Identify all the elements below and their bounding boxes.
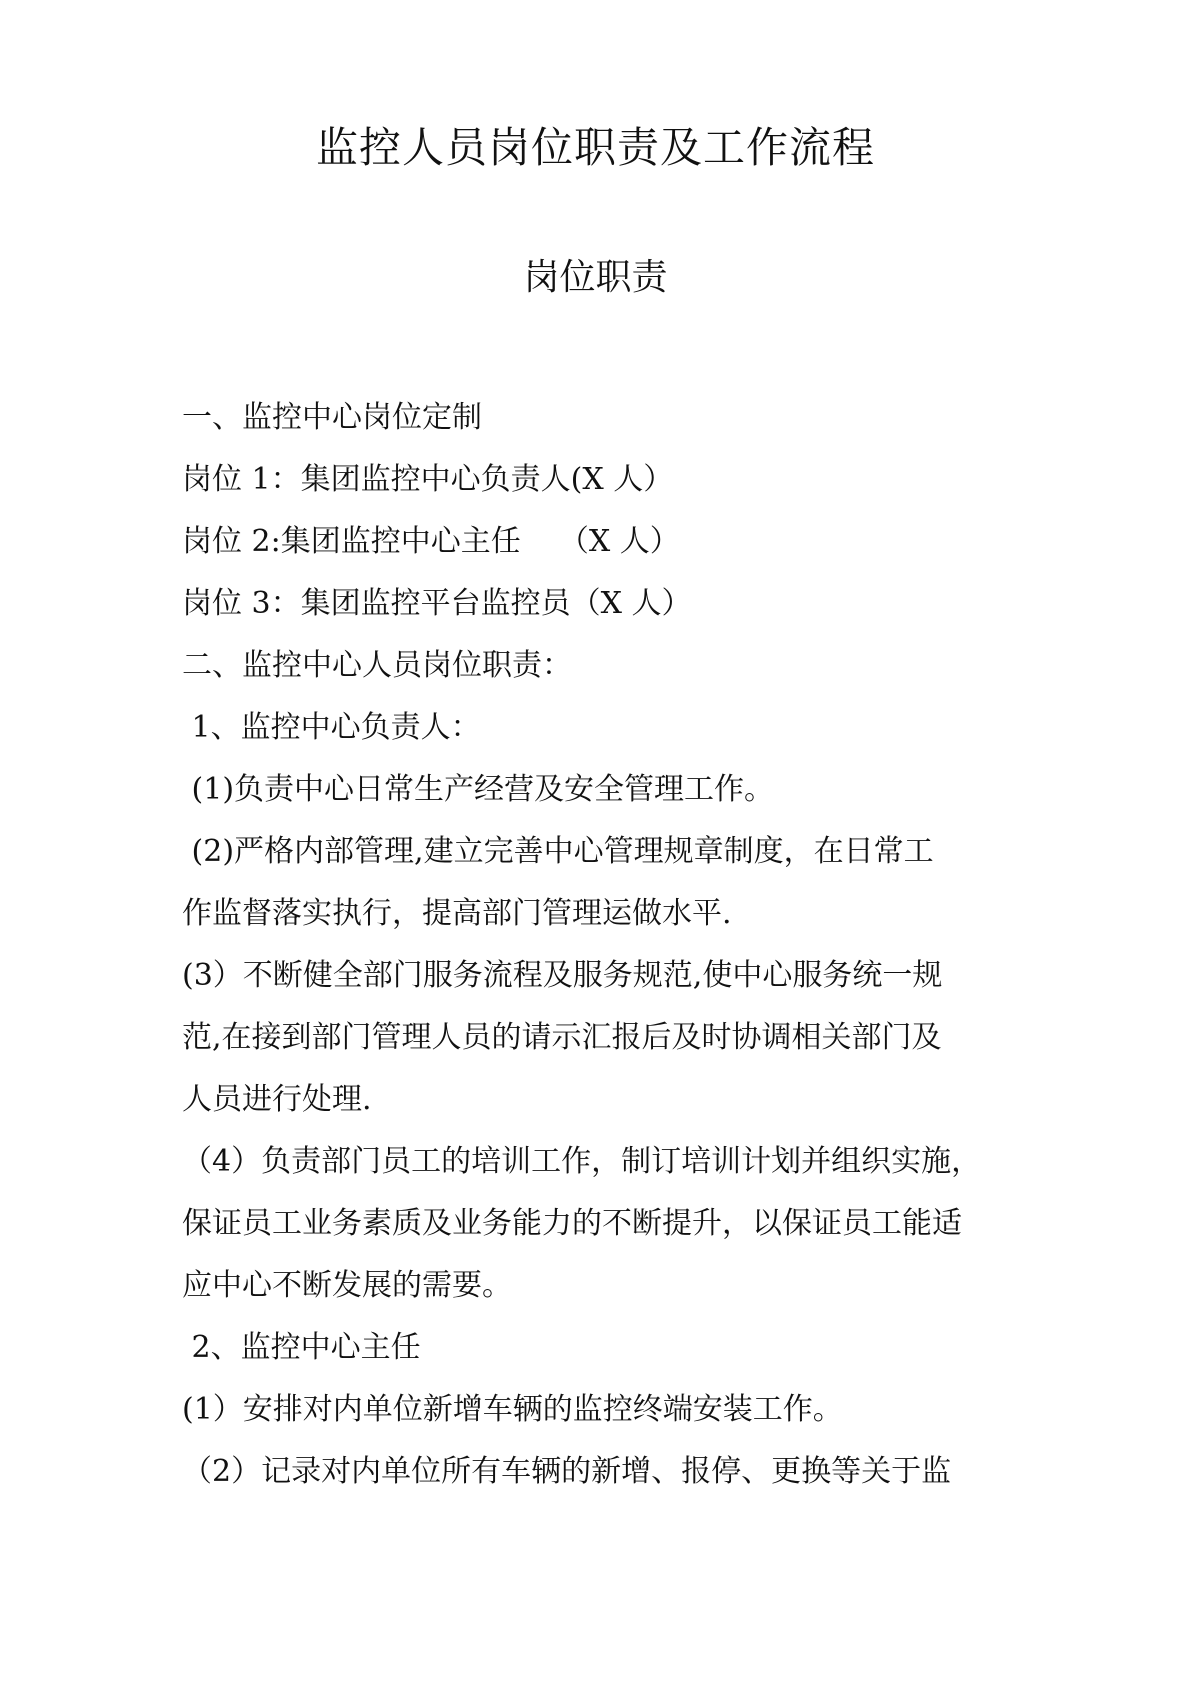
body-line: 作监督落实执行，提高部门管理运做水平.: [182, 896, 732, 931]
body-line: 范,在接到部门管理人员的请示汇报后及时协调相关部门及: [182, 1020, 942, 1055]
body-line: 一、监控中心岗位定制: [182, 400, 482, 435]
body-line: 应中心不断发展的需要。: [182, 1268, 512, 1303]
section-heading: 岗位职责: [523, 257, 668, 298]
body-line: 2、监控中心主任: [182, 1330, 421, 1365]
body-line: 1、监控中心负责人：: [182, 710, 481, 745]
body-line: (2)严格内部管理,建立完善中心管理规章制度，在日常工: [182, 834, 934, 869]
body-line: （2）记录对内单位所有车辆的新增、报停、更换等关于监: [182, 1454, 952, 1489]
body-line: (3）不断健全部门服务流程及服务规范,使中心服务统一规: [182, 958, 943, 993]
document-body: [182, 387, 1017, 1503]
body-line: 岗位 3：集团监控平台监控员（X 人）: [182, 586, 692, 621]
body-line: 二、监控中心人员岗位职责：: [182, 648, 572, 683]
body-line: (1）安排对内单位新增车辆的监控终端安装工作。: [182, 1392, 843, 1427]
body-line: (1)负责中心日常生产经营及安全管理工作。: [182, 772, 775, 807]
body-line: 岗位 2:集团监控中心主任 （X 人）: [182, 524, 680, 559]
body-line: 人员进行处理.: [182, 1082, 372, 1117]
document-title: 监控人员岗位职责及工作流程: [315, 123, 875, 172]
body-line: （4）负责部门员工的培训工作，制订培训计划并组织实施，: [182, 1144, 982, 1179]
body-line: 保证员工业务素质及业务能力的不断提升，以保证员工能适: [182, 1206, 962, 1241]
body-line: 岗位 1：集团监控中心负责人(X 人）: [182, 462, 674, 497]
